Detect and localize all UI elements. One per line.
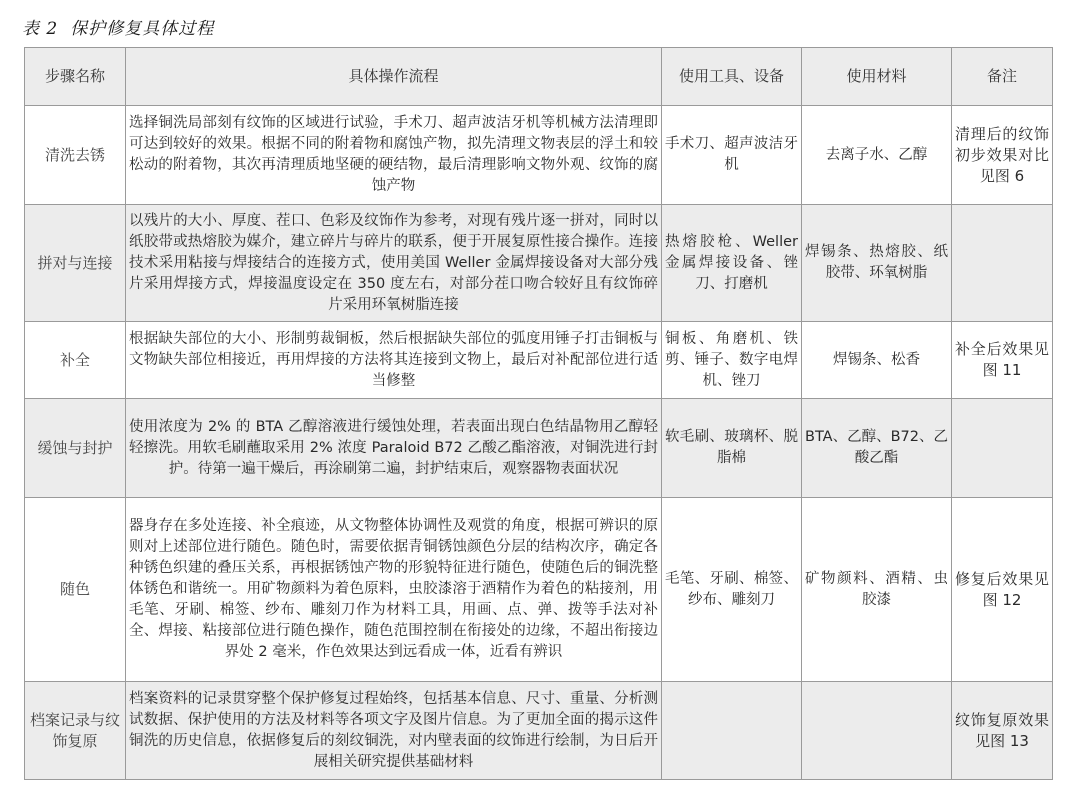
note-cell [952, 205, 1053, 322]
flow-cell: 使用浓度为 2% 的 BTA 乙醇溶液进行缓蚀处理，若表面出现白色结晶物用乙醇轻轻擦洗。用软毛刷蘸取采用 2% 浓度 Paraloid B72 乙酸乙酯溶液，对铜洗进行封护。待第一遍干燥后，再涂刷第二遍，封护结束后，观察器物表面状况 [126, 399, 662, 498]
table-row [25, 205, 1053, 322]
flow-cell: 器身存在多处连接、补全痕迹，从文物整体协调性及观赏的角度，根据可辨识的原则对上述部位进行随色。随色时，需要依据青铜锈蚀颜色分层的结构次序，确定各种锈色织建的叠压关系，再根据锈蚀产物的形貌特征进行随色，使随色后的铜洗整体锈色和谐统一。用矿物颜料为着色原料，虫胶漆溶于酒精作为着色的粘接剂，用毛笔、牙刷、棉签、纱布、雕刻刀作为材料工具，用画、点、弹、拨等手法对补全、焊接、粘接部位进行随色操作，随色范围控制在衔接处的边缘，不超出衔接边界处 2 毫米，作色效果达到远看成一体，近看有辨识 [126, 498, 662, 682]
note-cell: 清理后的纹饰初步效果对比见图 6 [952, 106, 1053, 205]
materials-cell [802, 682, 952, 780]
note-cell [952, 399, 1053, 498]
tools-cell: 毛笔、牙刷、棉签、纱布、雕刻刀 [662, 498, 802, 682]
flow-cell: 以残片的大小、厚度、茬口、色彩及纹饰作为参考，对现有残片逐一拼对，同时以纸胶带或热熔胶为媒介，建立碎片与碎片的联系，便于开展复原性接合操作。连接技术采用粘接与焊接结合的连接方式，使用美国 Weller 金属焊接设备对大部分残片采用焊接方式，焊接温度设定在 350 度左右，对部分茬口吻合较好且有纹饰碎片采用环氧树脂连接 [126, 205, 662, 322]
table-row [25, 498, 1053, 682]
step-cell: 缓蚀与封护 [25, 399, 126, 498]
step-cell: 清洗去锈 [25, 106, 126, 205]
table-title: 保护修复具体过程 [70, 19, 215, 39]
header-flow: 具体操作流程 [126, 48, 662, 106]
flow-cell: 根据缺失部位的大小、形制剪裁铜板，然后根据缺失部位的弧度用锤子打击铜板与文物缺失部位相接近，再用焊接的方法将其连接到文物上，最后对补配部位进行适当修整 [126, 322, 662, 399]
materials-cell: BTA、乙醇、B72、乙酸乙酯 [802, 399, 952, 498]
tools-cell: 软毛刷、玻璃杯、脱脂棉 [662, 399, 802, 498]
header-note: 备注 [952, 48, 1053, 106]
table-header-row [25, 48, 1053, 106]
materials-cell: 焊锡条、松香 [802, 322, 952, 399]
note-cell: 纹饰复原效果见图 13 [952, 682, 1053, 780]
note-cell: 修复后效果见图 12 [952, 498, 1053, 682]
table-caption [22, 14, 214, 39]
flow-cell: 选择铜洗局部刻有纹饰的区域进行试验，手术刀、超声波洁牙机等机械方法清理即可达到较好的效果。根据不同的附着物和腐蚀产物，拟先清理文物表层的浮土和较松动的附着物，其次再清理质地坚硬的硬结物，最后清理影响文物外观、纹饰的腐蚀产物 [126, 106, 662, 205]
note-cell: 补全后效果见图 11 [952, 322, 1053, 399]
restoration-process-table [24, 47, 1053, 780]
table-number: 表 2 [22, 19, 59, 39]
step-cell: 补全 [25, 322, 126, 399]
step-cell: 随色 [25, 498, 126, 682]
header-step: 步骤名称 [25, 48, 126, 106]
flow-cell: 档案资料的记录贯穿整个保护修复过程始终，包括基本信息、尺寸、重量、分析测试数据、保护使用的方法及材料等各项文字及图片信息。为了更加全面的揭示这件铜洗的历史信息，依据修复后的刻纹铜洗，对内壁表面的纹饰进行绘制，为日后开展相关研究提供基础材料 [126, 682, 662, 780]
header-tools: 使用工具、设备 [662, 48, 802, 106]
table-row [25, 106, 1053, 205]
table-row [25, 682, 1053, 780]
step-cell: 拼对与连接 [25, 205, 126, 322]
tools-cell [662, 682, 802, 780]
materials-cell: 焊锡条、热熔胶、纸胶带、环氧树脂 [802, 205, 952, 322]
materials-cell: 去离子水、乙醇 [802, 106, 952, 205]
table-row [25, 399, 1053, 498]
tools-cell: 热熔胶枪、Weller 金属焊接设备、锉刀、打磨机 [662, 205, 802, 322]
header-materials: 使用材料 [802, 48, 952, 106]
tools-cell: 铜板、角磨机、铁剪、锤子、数字电焊机、锉刀 [662, 322, 802, 399]
step-cell: 档案记录与纹饰复原 [25, 682, 126, 780]
table-row [25, 322, 1053, 399]
materials-cell: 矿物颜料、酒精、虫胶漆 [802, 498, 952, 682]
tools-cell: 手术刀、超声波洁牙机 [662, 106, 802, 205]
